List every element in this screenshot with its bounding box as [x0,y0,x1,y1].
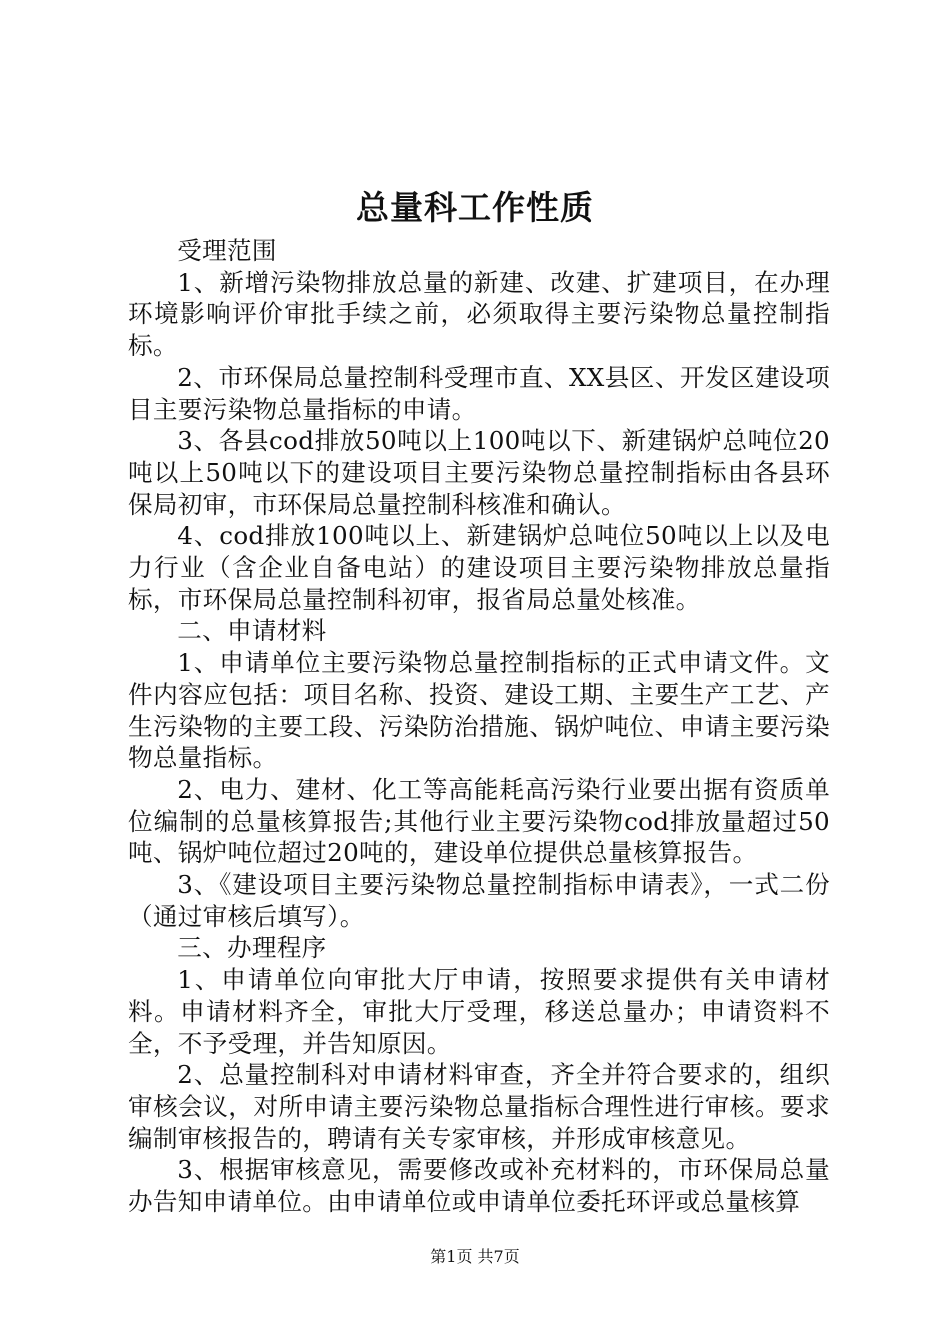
page-number: 第1页 共7页 [430,1247,520,1266]
document-title: 总量科工作性质 [356,188,594,227]
paragraph-scope-heading: 受理范围 [177,236,277,265]
paragraph-scope-1: 1、新增污染物排放总量的新建、改建、扩建项目，在办理环境影响评价审批手续之前，必须取得主要污染物总量控制指标。 [128,267,830,361]
paragraph-scope-3: 3、各县cod排放50吨以上100吨以下、新建锅炉总吨位20吨以上50吨以下的建设项目主要污染物总量控制指标由各县环保局初审，市环保局总量控制科核准和确认。 [128,426,830,519]
paragraph-procedure-2: 2、总量控制科对申请材料审查，齐全并符合要求的，组织审核会议，对所申请主要污染物总量指标合理性进行审核。要求编制审核报告的，聘请有关专家审核，并形成审核意见。 [128,1060,830,1153]
paragraph-scope-4: 4、cod排放100吨以上、新建锅炉总吨位50吨以上以及电力行业（含企业自备电站）的建设项目主要污染物排放总量指标，市环保局总量控制科初审，报省局总量处核准。 [128,521,830,614]
paragraph-procedure-1: 1、申请单位向审批大厅申请，按照要求提供有关申请材料。申请材料齐全，审批大厅受理，移送总量办；申请资料不全，不予受理，并告知原因。 [128,965,830,1058]
section-heading-procedure: 三、办理程序 [177,933,327,963]
section-heading-materials: 二、申请材料 [177,616,327,646]
document-body [128,235,830,1218]
paragraph-materials-1: 1、申请单位主要污染物总量控制指标的正式申请文件。文件内容应包括：项目名称、投资、建设工期、主要生产工艺、产生污染物的主要工段、污染防治措施、锅炉吨位、申请主要污染物总量指标。 [128,648,830,773]
paragraph-materials-2: 2、电力、建材、化工等高能耗高污染行业要出据有资质单位编制的总量核算报告;其他行业主要污染物cod排放量超过50吨、锅炉吨位超过20吨的，建设单位提供总量核算报告。 [128,774,830,868]
paragraph-scope-2: 2、市环保局总量控制科受理市直、XX县区、开发区建设项目主要污染物总量指标的申请。 [128,362,830,424]
paragraph-procedure-3: 3、根据审核意见，需要修改或补充材料的，市环保局总量办告知申请单位。由申请单位或申请单位委托环评或总量核算 [128,1155,830,1217]
paragraph-materials-3: 3、《建设项目主要污染物总量控制指标申请表》，一式二份（通过审核后填写）。 [128,870,830,931]
